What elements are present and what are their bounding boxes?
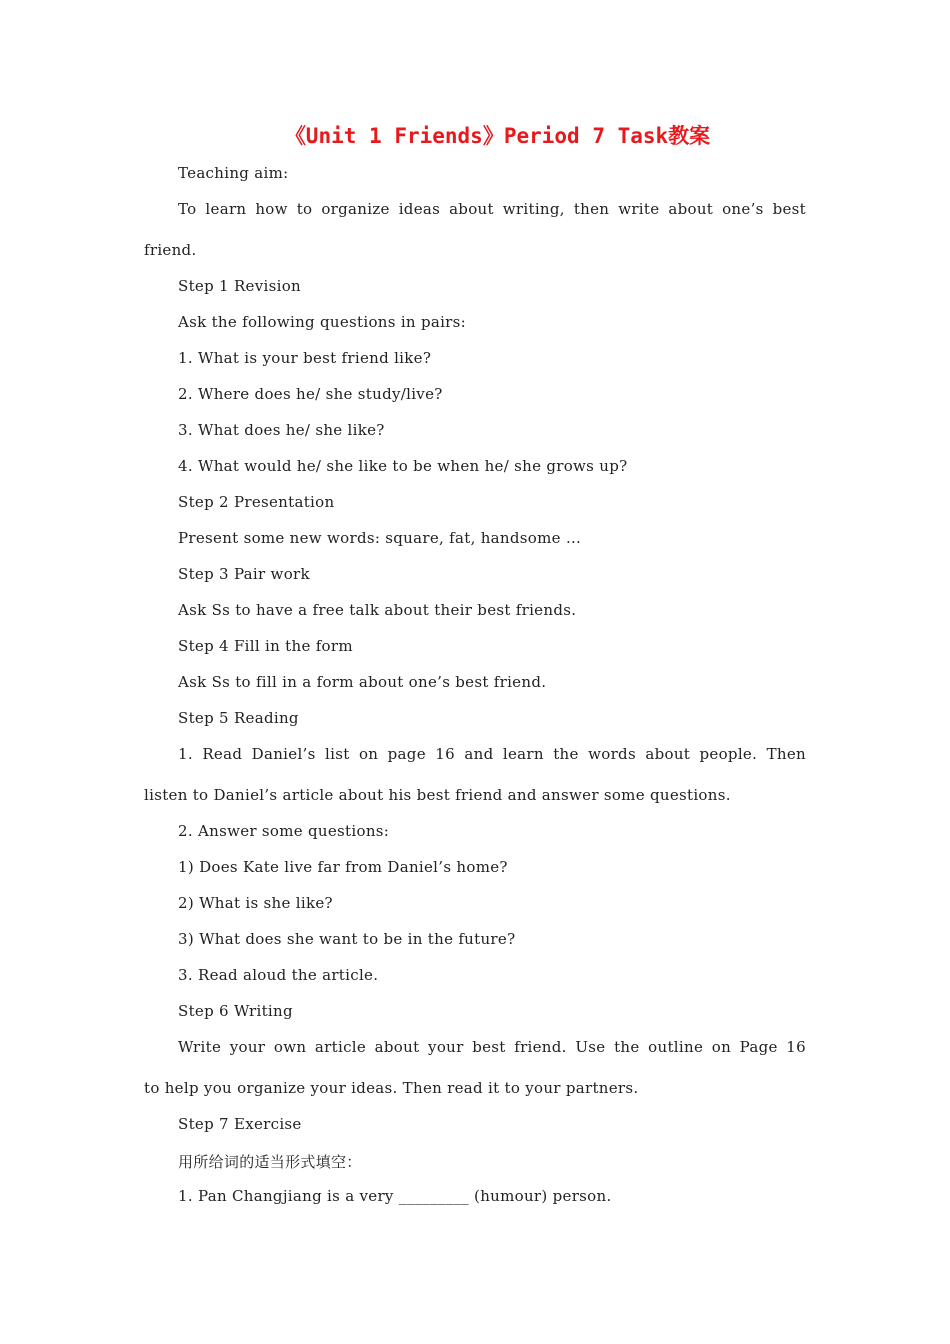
step1-heading: Step 1 Revision xyxy=(178,277,301,295)
step5-question-2: 2) What is she like? xyxy=(178,894,333,912)
step3-text: Ask Ss to have a free talk about their best friends. xyxy=(178,601,577,619)
document-title: 《Unit 1 Friends》Period 7 Task教案 xyxy=(284,124,711,148)
step4-text: Ask Ss to fill in a form about one’s best friend. xyxy=(178,673,547,691)
step2-heading: Step 2 Presentation xyxy=(178,493,335,511)
teaching-aim-heading: Teaching aim: xyxy=(178,164,289,182)
step1-question-2: 2. Where does he/ she study/live? xyxy=(178,385,443,403)
step6-text-line-1: Write your own article about your best friend. Use the outline on Page 16 xyxy=(178,1038,806,1056)
step1-question-3: 3. What does he/ she like? xyxy=(178,421,385,439)
step5-item-3: 3. Read aloud the article. xyxy=(178,966,379,984)
step7-heading: Step 7 Exercise xyxy=(178,1115,302,1133)
step5-item-1-line-1: 1. Read Daniel’s list on page 16 and learn the words about people. Then xyxy=(178,745,806,763)
step7-instruction: 用所给词的适当形式填空： xyxy=(178,1153,362,1171)
step5-item-1-line-2: listen to Daniel’s article about his best friend and answer some questions. xyxy=(144,786,731,804)
step1-question-1: 1. What is your best friend like? xyxy=(178,349,432,367)
step1-question-4: 4. What would he/ she like to be when he/ she grows up? xyxy=(178,457,628,475)
step4-heading: Step 4 Fill in the form xyxy=(178,637,353,655)
step5-question-1: 1) Does Kate live far from Daniel’s home? xyxy=(178,858,508,876)
step5-item-2: 2. Answer some questions: xyxy=(178,822,390,840)
step5-question-3: 3) What does she want to be in the future? xyxy=(178,930,516,948)
step7-exercise-1: 1. Pan Changjiang is a very _________ (humour) person. xyxy=(178,1187,612,1205)
step3-heading: Step 3 Pair work xyxy=(178,565,310,583)
step1-instruction: Ask the following questions in pairs: xyxy=(178,313,467,331)
teaching-aim-text-2: friend. xyxy=(144,241,197,259)
step2-text: Present some new words: square, fat, handsome … xyxy=(178,529,582,547)
step5-heading: Step 5 Reading xyxy=(178,709,299,727)
step6-heading: Step 6 Writing xyxy=(178,1002,293,1020)
step6-text-line-2: to help you organize your ideas. Then read it to your partners. xyxy=(144,1079,639,1097)
teaching-aim-text-1: To learn how to organize ideas about writing, then write about one’s best xyxy=(178,200,806,218)
